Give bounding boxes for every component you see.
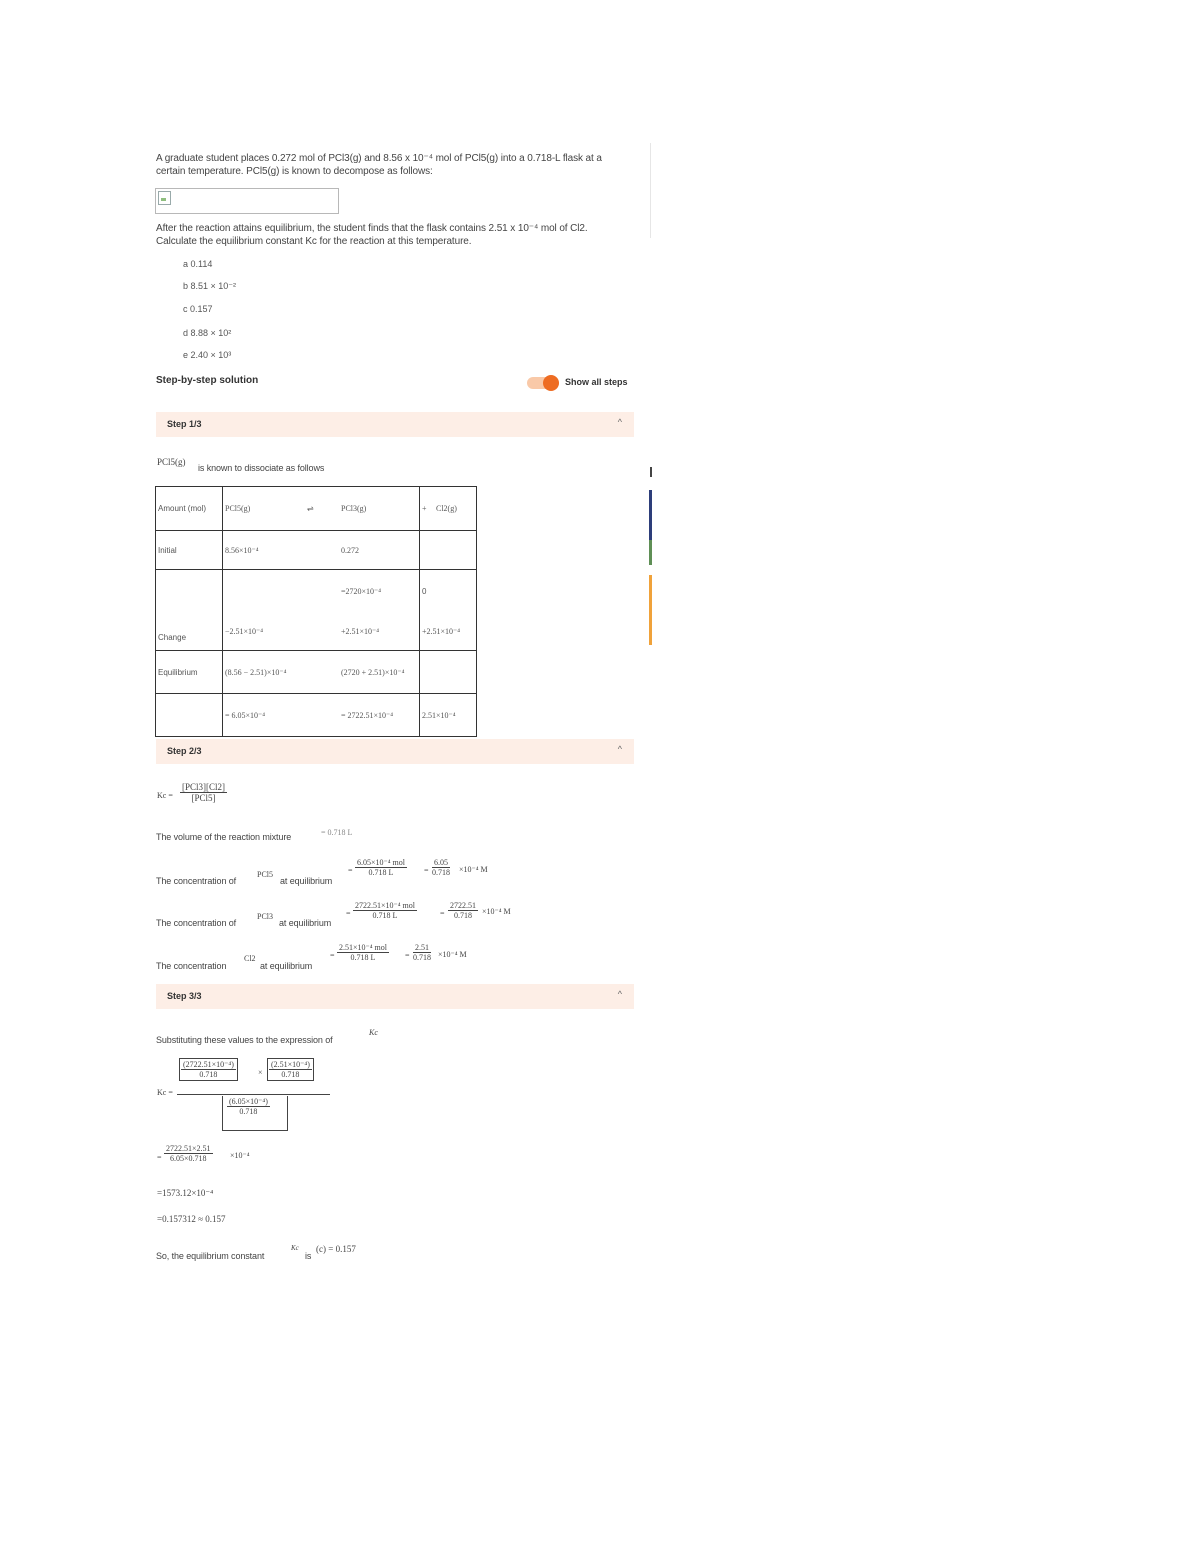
conclusion-is: is <box>305 1251 312 1261</box>
question-line-2: certain temperature. PCl5(g) is known to decompose as follows: <box>156 166 433 177</box>
term-1 <box>179 1058 238 1081</box>
chevron-up-icon[interactable]: ^ <box>617 989 622 999</box>
table-cell: 8.56×10⁻⁴ <box>223 531 306 570</box>
conc-cl2-tail: at equilibrium <box>260 961 313 971</box>
table-cell: PCl3(g) <box>339 487 420 531</box>
denominator: 0.718 <box>281 1070 300 1079</box>
step3-denominator <box>222 1096 288 1131</box>
conclusion-value: (c) = 0.157 <box>316 1244 356 1254</box>
conclusion-text: So, the equilibrium constant <box>156 1251 265 1261</box>
step3-line2-tail: ×10⁻⁴ <box>230 1151 250 1160</box>
numerator: 6.05×10⁻⁴ mol <box>357 858 405 867</box>
equals-sign: = <box>424 866 429 875</box>
conc-cl2-fraction <box>337 943 389 962</box>
numerator: (2.51×10⁻⁴) <box>271 1060 310 1069</box>
table-cell <box>305 570 339 613</box>
table-cell: +2.51×10⁻⁴ <box>339 613 420 651</box>
volume-value: = 0.718 L <box>321 828 353 837</box>
conc-pcl3-unit: ×10⁻⁴ M <box>482 907 511 916</box>
conc-pcl5-unit: ×10⁻⁴ M <box>459 865 488 874</box>
conclusion-symbol: Kc <box>291 1244 299 1252</box>
denominator: 0.718 <box>413 953 431 962</box>
kc-fraction <box>180 782 227 803</box>
table-cell: Initial <box>156 531 223 570</box>
toggle-knob[interactable] <box>543 375 559 391</box>
conc-pcl5-text: The concentration of <box>156 876 237 886</box>
conc-pcl3-fraction-2 <box>448 901 478 920</box>
step1-species: PCl5(g) <box>157 457 186 467</box>
denominator: 0.718 <box>454 911 472 920</box>
step-3-header[interactable] <box>156 984 634 1009</box>
option-a: a 0.114 <box>183 259 213 269</box>
table-cell: Equilibrium <box>156 651 223 694</box>
table-cell: ⇌ <box>305 487 339 531</box>
table-cell: (2720 + 2.51)×10⁻⁴ <box>339 651 420 694</box>
equals-sign: = <box>348 866 353 875</box>
show-all-steps-label[interactable]: Show all steps <box>565 377 628 387</box>
denominator: 0.718 <box>239 1107 258 1116</box>
conc-cl2-unit: ×10⁻⁴ M <box>438 950 467 959</box>
question-line-4: Calculate the equilibrium constant Kc for the reaction at this temperature. <box>156 236 472 247</box>
table-cell: 2.51×10⁻⁴ <box>420 694 477 737</box>
conc-pcl3-text: The concentration of <box>156 918 237 928</box>
term-2 <box>267 1058 314 1081</box>
table-cell <box>305 531 339 570</box>
kc-denominator: [PCl5] <box>191 793 216 803</box>
step-1-header[interactable] <box>156 412 634 437</box>
conc-pcl3-species: PCl3 <box>257 912 274 921</box>
table-cell: +2.51×10⁻⁴ <box>420 613 477 651</box>
table-cell <box>420 531 477 570</box>
edge-mark <box>650 467 652 477</box>
table-cell: = 2722.51×10⁻⁴ <box>339 694 420 737</box>
step1-intro: is known to dissociate as follows <box>198 463 325 473</box>
term-3 <box>227 1097 270 1116</box>
numerator: 2722.51 <box>450 901 476 910</box>
edge-bar-blue <box>649 490 652 540</box>
kc-numerator: [PCl3][Cl2] <box>182 782 226 792</box>
step3-line4: =0.157312 ≈ 0.157 <box>157 1214 226 1224</box>
numerator: 2722.51×10⁻⁴ mol <box>355 901 415 910</box>
numerator: 6.05 <box>434 858 448 867</box>
denominator: 6.05×0.718 <box>170 1154 207 1163</box>
broken-image-icon <box>158 191 171 205</box>
numerator: 2722.51×2.51 <box>166 1144 211 1153</box>
equals-sign: = <box>346 909 351 918</box>
step-2-header[interactable] <box>156 739 634 764</box>
table-cell: 0.272 <box>339 531 420 570</box>
option-c: c 0.157 <box>183 304 213 314</box>
table-cell: (8.56 − 2.51)×10⁻⁴ <box>223 651 306 694</box>
divider <box>650 143 651 238</box>
equals-sign: = <box>330 951 335 960</box>
step3-line3: =1573.12×10⁻⁴ <box>157 1188 214 1198</box>
question-line-3: After the reaction attains equilibrium, the student finds that the flask contains 2.51 x 10⁻⁴ mol of Cl2. <box>156 223 588 234</box>
conc-pcl5-tail: at equilibrium <box>280 876 333 886</box>
equals-sign: = <box>405 951 410 960</box>
table-cell <box>420 651 477 694</box>
solution-title: Step-by-step solution <box>156 375 259 386</box>
table-cell: + <box>420 487 435 531</box>
denominator: 0.718 <box>199 1070 218 1079</box>
conc-pcl5-fraction-2 <box>432 858 450 877</box>
edge-bar-green <box>649 540 652 565</box>
numerator: (2722.51×10⁻⁴) <box>183 1060 234 1069</box>
table-cell <box>305 613 339 651</box>
chevron-up-icon[interactable]: ^ <box>617 417 622 427</box>
show-all-steps-toggle[interactable] <box>527 377 559 389</box>
chevron-up-icon[interactable]: ^ <box>617 744 622 754</box>
denominator: 0.718 L <box>368 868 394 877</box>
table-cell <box>223 570 306 613</box>
conc-pcl3-tail: at equilibrium <box>279 918 332 928</box>
table-cell: =2720×10⁻⁴ <box>339 570 420 613</box>
numerator: (6.05×10⁻⁴) <box>229 1097 268 1106</box>
table-cell <box>156 694 223 737</box>
denominator: 0.718 L <box>372 911 398 920</box>
option-e: e 2.40 × 10³ <box>183 350 232 360</box>
conc-pcl5-fraction <box>355 858 407 877</box>
conc-pcl5-species: PCl5 <box>257 870 274 879</box>
step3-line2-fraction <box>164 1144 213 1163</box>
table-cell: −2.51×10⁻⁴ <box>223 613 306 651</box>
table-cell: 0 <box>420 570 477 613</box>
table-cell: Amount (mol) <box>156 487 223 531</box>
numerator: 2.51×10⁻⁴ mol <box>339 943 387 952</box>
step3-kc-symbol: Kc <box>369 1028 378 1037</box>
option-d: d 8.88 × 10² <box>183 328 232 338</box>
table-cell: Change <box>156 570 223 651</box>
table-cell <box>305 651 339 694</box>
step-3-label: Step 3/3 <box>167 991 202 1001</box>
conc-pcl3-fraction <box>353 901 417 920</box>
step-1-label: Step 1/3 <box>167 419 202 429</box>
denominator: 0.718 <box>432 868 450 877</box>
table-cell: Cl2(g) <box>434 487 477 531</box>
step3-kc-label: Kc = <box>157 1088 173 1097</box>
denominator: 0.718 L <box>350 953 376 962</box>
volume-text: The volume of the reaction mixture <box>156 832 292 842</box>
numerator: 2.51 <box>415 943 429 952</box>
step-2-label: Step 2/3 <box>167 746 202 756</box>
step3-numerator <box>177 1056 331 1094</box>
table-cell: PCl5(g) <box>223 487 306 531</box>
conc-cl2-fraction-2 <box>413 943 431 962</box>
fraction-bar <box>177 1094 330 1095</box>
conc-cl2-species: Cl2 <box>244 954 256 963</box>
table-cell <box>305 694 339 737</box>
times-sign: × <box>258 1068 263 1077</box>
question-line-1: A graduate student places 0.272 mol of PCl3(g) and 8.56 x 10⁻⁴ mol of PCl5(g) into a 0.718-L flask at a <box>156 153 602 164</box>
step3-intro: Substituting these values to the expression of <box>156 1035 333 1045</box>
kc-label: Kc = <box>157 791 173 800</box>
equals-sign: = <box>440 909 445 918</box>
broken-image <box>155 188 339 214</box>
option-b: b 8.51 × 10⁻² <box>183 281 237 291</box>
conc-cl2-text: The concentration <box>156 961 227 971</box>
table-cell: = 6.05×10⁻⁴ <box>223 694 306 737</box>
edge-bar-orange <box>649 575 652 645</box>
ice-table <box>155 486 477 737</box>
equals-sign: = <box>157 1153 162 1162</box>
